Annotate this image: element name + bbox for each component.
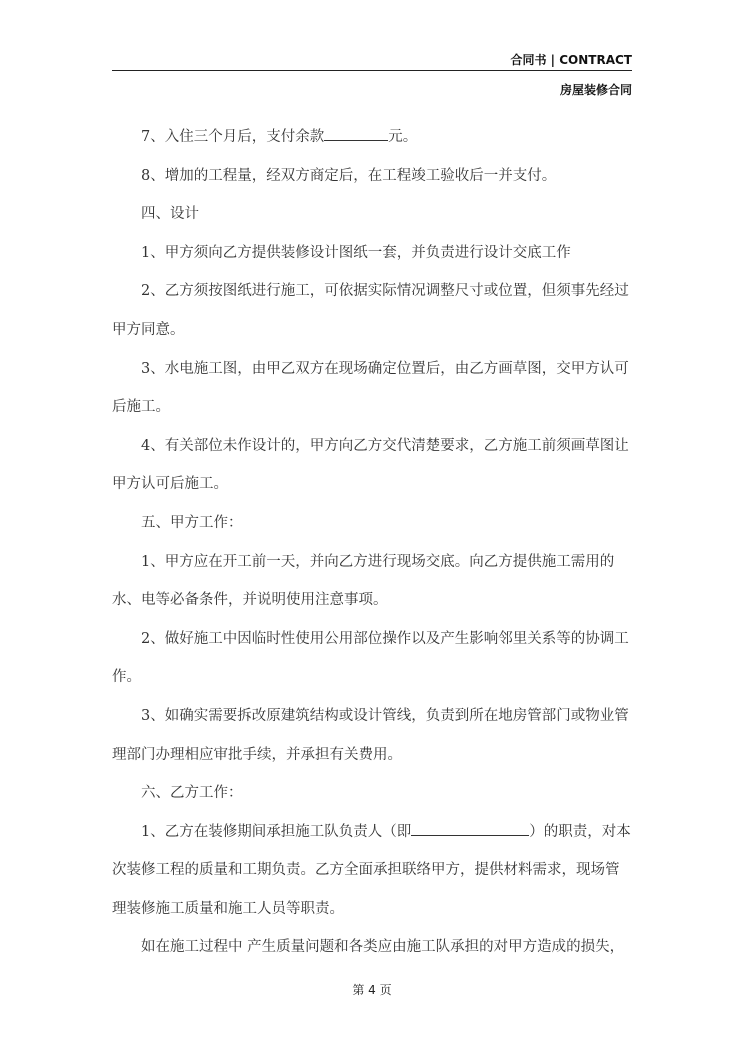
section-heading-party-b: 六、乙方工作： [141,785,243,802]
fill-blank [324,125,388,141]
document-body [112,118,632,967]
section-heading-party-a: 五、甲方工作： [141,514,243,531]
section-heading-design: 四、设计 [141,206,199,223]
design-item-3: 3、水电施工图，由甲乙双方在现场确定位置后，由乙方画草图，交甲方认可后施工。 [112,360,629,416]
header-title: 合同书 | CONTRACT [510,53,632,67]
page-number: 第 4 页 [352,983,392,997]
paragraph-7 [112,118,632,157]
paragraph-text: ）的职责，对本次装修工程的质量和工期负责。乙方全面承担联络甲方，提供材料需求，现场管理装修施工质量和施工人员等职责。 [112,823,631,917]
party-a-item-1: 1、甲方应在开工前一天，并向乙方进行现场交底。向乙方提供施工需用的水、电等必备条件，并说明使用注意事项。 [112,553,615,609]
paragraph-text: 1、乙方在装修期间承担施工队负责人（即 [141,823,412,840]
header-divider [112,70,632,71]
design-item-1: 1、甲方须向乙方提供装修设计图纸一套，并负责进行设计交底工作 [141,244,571,261]
party-b-item-continued: 如在施工过程中 产生质量问题和各类应由施工队承担的对甲方造成的损失， [141,939,625,956]
design-item-4: 4、有关部位未作设计的，甲方向乙方交代清楚要求，乙方施工前须画草图让甲方认可后施工。 [112,437,629,493]
paragraph-text: 元。 [388,129,418,145]
paragraph-8: 8、增加的工程量，经双方商定后，在工程竣工验收后一并支付。 [141,167,557,184]
paragraph-text: 7、入住三个月后，支付余款 [141,129,325,145]
design-item-2: 2、乙方须按图纸进行施工，可依据实际情况调整尺寸或位置，但须事先经过甲方同意。 [112,283,629,338]
party-a-item-2: 2、做好施工中因临时性使用公用部位操作以及产生影响邻里关系等的协调工作。 [112,630,629,686]
party-a-item-3: 3、如确实需要拆改原建筑结构或设计管线，负责到所在地房管部门或物业管理部门办理相应审批手续，并承担有关费用。 [112,707,629,763]
party-b-item-1 [112,813,632,929]
fill-blank [411,820,529,836]
header-subtitle: 房屋装修合同 [559,83,632,97]
